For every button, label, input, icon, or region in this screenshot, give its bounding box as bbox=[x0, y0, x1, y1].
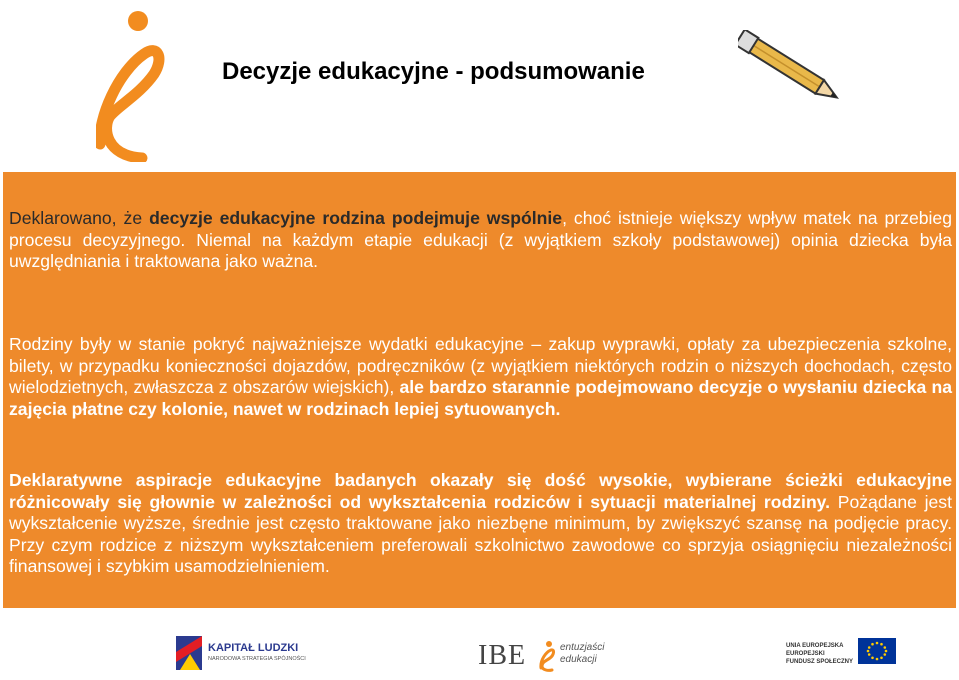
kapital-ludzki-title: KAPITAŁ LUDZKI bbox=[208, 642, 299, 654]
ibe-tagline: entuzjaści edukacji bbox=[560, 642, 605, 665]
summary-box-1 bbox=[3, 172, 956, 307]
pencil-icon bbox=[738, 30, 854, 114]
kapital-ludzki-emblem-icon bbox=[174, 632, 204, 674]
kapital-ludzki-subtitle: NARODOWA STRATEGIA SPÓJNOŚCI bbox=[208, 656, 306, 662]
ibe-e-icon bbox=[538, 640, 556, 672]
paragraph-1-text-a: Deklarowano, że bbox=[9, 208, 150, 228]
paragraph-1-text-c: , choć istnieje większy wpływ matek na przebieg procesu decyzyjnego. Niemal na każdym etapie edukacji (z wyjątkiem szkoły podstawowej) opinia dziecka była uwzględniania i traktowana jako ważna. bbox=[9, 208, 952, 271]
paragraph-1-text-b: decyzje edukacyjne rodzina podejmuje wspólnie bbox=[149, 208, 563, 228]
kapital-ludzki-logo bbox=[174, 632, 322, 676]
paragraph-expenses bbox=[9, 334, 952, 420]
paragraph-family-decisions bbox=[9, 208, 952, 273]
eu-flag-icon bbox=[858, 638, 896, 664]
paragraph-3-text-b: Pożądane jest wykształcenie wyższe, średnie jest często traktowane jako niezbęne minimum, by zwiększyć szansę na podjęcie pracy. Przy czym rodzice z niższym wykształceniem preferowali szkolnictwo zawodowe co sprzyja osiągnięciu niezależności finansowej i szybkim usamodzielnieniem. bbox=[9, 491, 952, 576]
summary-box-3 bbox=[3, 458, 956, 608]
eu-logo bbox=[786, 636, 902, 676]
ibe-logo bbox=[478, 636, 608, 676]
summary-box-2 bbox=[3, 307, 956, 458]
ibe-wordmark: IBE bbox=[478, 640, 527, 671]
entuzjasci-edukacji-logo bbox=[96, 6, 168, 162]
page-title: Decyzje edukacyjne - podsumowanie bbox=[222, 58, 645, 85]
eu-fund-text: UNIA EUROPEJSKA EUROPEJSKI FUNDUSZ SPOŁECZNY bbox=[786, 643, 854, 665]
paragraph-aspirations bbox=[9, 470, 952, 578]
paragraph-2-text-a: Rodziny były w stanie pokryć najważniejsze wydatki edukacyjne – zakup wyprawki, opłaty za ubezpieczenia szkolne, bilety, w przypadku konieczności dojazdów, podręczników (z wyjątkiem niektórych rodzin o niższych dochodach, często wielodzietnych, zwłaszcza z obszarów wiejskich), bbox=[9, 334, 952, 397]
paragraph-3-text-a: Deklaratywne aspiracje edukacyjne badanych okazały się dość wysokie, wybierane ścieżki edukacyjne różnicowały się głownie w zależności od wykształcenia rodziców i sytuacji materialnej rodziny. bbox=[9, 470, 952, 512]
paragraph-2-text-b: ale bardzo starannie podejmowano decyzje o wysłaniu dziecka na zajęcia płatne czy kolonie, nawet w rodzinach lepiej sytuowanych. bbox=[9, 377, 952, 419]
